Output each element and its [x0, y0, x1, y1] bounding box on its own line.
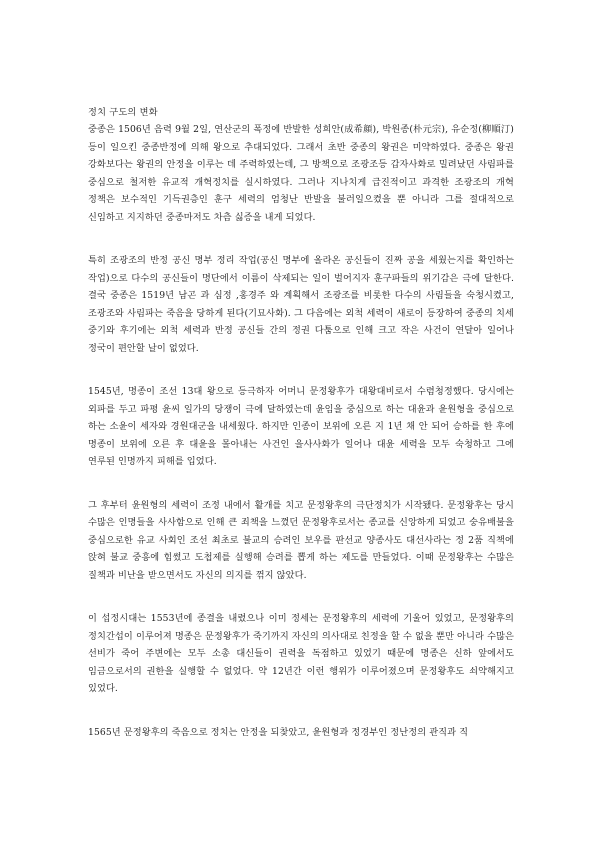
section-heading: 정치 구도의 변화: [88, 107, 158, 118]
paragraph-6: 1565년 문정왕후의 죽음으로 정치는 안정을 되찾았고, 윤원형과 정경부인 정난정의 관직과 직: [88, 726, 469, 738]
paragraph-2: 특히 조광조의 반정 공신 명부 정리 작업(공신 명부에 올라온 공신들이 진짜 공을 세웠는지를 확인하는 작업)으로 다수의 공신들이 명단에서 이름이 삭제되는 일이 벌어지자 훈구파들의 위기감은 극에 달한다. 결국 중종은 1519년 남곤 과 심정 ,홍경주 와 계획해서 조광조를 비롯한 다수의 사림들을 숙청시켰고, 조광조와 사림파는 죽음을 당하게 된다(기묘사화). 그 다음에는 외척 세력이 새로이 등장하여 중종의 치세 중기와 후기에는 외척 세력과 반정 공신들 간의 정권 다툼으로 인해 크고 작은 사건이 연달아 일어나 정국이 편안할 날이 없었다.: [88, 255, 514, 354]
document-body: [88, 104, 514, 741]
paragraph-4: 그 후부터 윤원형의 세력이 조정 내에서 활개를 치고 문정왕후의 극단정치가 시작됐다. 문정왕후는 당시 수많은 인명들을 사사함으로 인해 큰 죄책을 느꼈던 문정왕후로서는 종교를 신앙하게 되었고 숭유배불을 중심으로한 유교 사회인 조선 최초로 불교의 승려인 보우를 판선교 양종사도 대선사라는 정 2품 직책에 앉혀 불교 중흥에 힘썼고 도첩제를 실행해 승려를 뽑게 하는 제도를 만들었다. 이때 문정왕후는 수많은 질책과 비난을 받으면서도 자신의 의지를 꺾지 않았다.: [88, 499, 514, 581]
paragraph-5: 이 섭정시대는 1553년에 종결을 내렸으나 이미 정세는 문정왕후의 세력에 기울어 있었고, 문정왕후의 정치간섭이 이루어져 명종은 문정왕후가 죽기까지 자신의 의사대로 친정을 할 수 없을 뿐만 아니라 수많은 선비가 죽어 주변에는 모두 소총 대신들이 권력을 독점하고 있었기 때문에 명종은 신하 앞에서도 임금으로서의 권한을 실행할 수 없었다. 약 12년간 이런 행위가 이루어졌으며 문정왕후도 쇠약해지고 있었다.: [88, 613, 514, 694]
paragraph-spacer: [88, 698, 514, 724]
paragraph-3: 1545년, 명종이 조선 13대 왕으로 등극하자 어머니 문정왕후가 대왕대비로서 수렴청정했다. 당시에는 외파를 두고 파평 윤씨 일가의 당쟁이 극에 달하였는데 윤임을 중심으로 하는 대윤과 윤원형을 중심으로 하는 소윤이 세자와 경원대군을 내세웠다. 하지만 인종이 보위에 오른 지 1년 채 안 되어 승하를 한 후에 명종이 보위에 오른 후 대윤을 몰아내는 사건인 을사사화가 일어나 대윤 세력을 모두 숙청하고 그에 연루된 인명까지 피해를 입었다.: [88, 386, 514, 467]
paragraph-1: 중종은 1506년 음력 9월 2일, 연산군의 폭정에 반발한 성희안(成希顔), 박원종(朴元宗), 유순정(柳順汀)등이 일으킨 중종반정에 의해 왕으로 추대되었다. 그래서 초반 중종의 왕권은 미약하였다. 중종은 왕권 강화보다는 왕권의 안정을 이루는 데 주력하였는데, 그 방책으로 조광조등 갑자사화로 밀려났던 사림파를 중심으로 철저한 유교적 개혁정치를 실시하였다. 그러나 지나치게 급진적이고 과격한 조광조의 개혁 정책은 보수적인 기득권층인 훈구 세력의 엄청난 반발을 불러일으켰을 뿐 아니라 그를 절대적으로 신임하고 지지하던 중종마저도 차츰 싫증을 내게 되었다.: [88, 124, 514, 223]
paragraph-spacer: [88, 357, 514, 383]
paragraph-spacer: [88, 471, 514, 497]
paragraph-spacer: [88, 226, 514, 252]
paragraph-spacer: [88, 584, 514, 610]
